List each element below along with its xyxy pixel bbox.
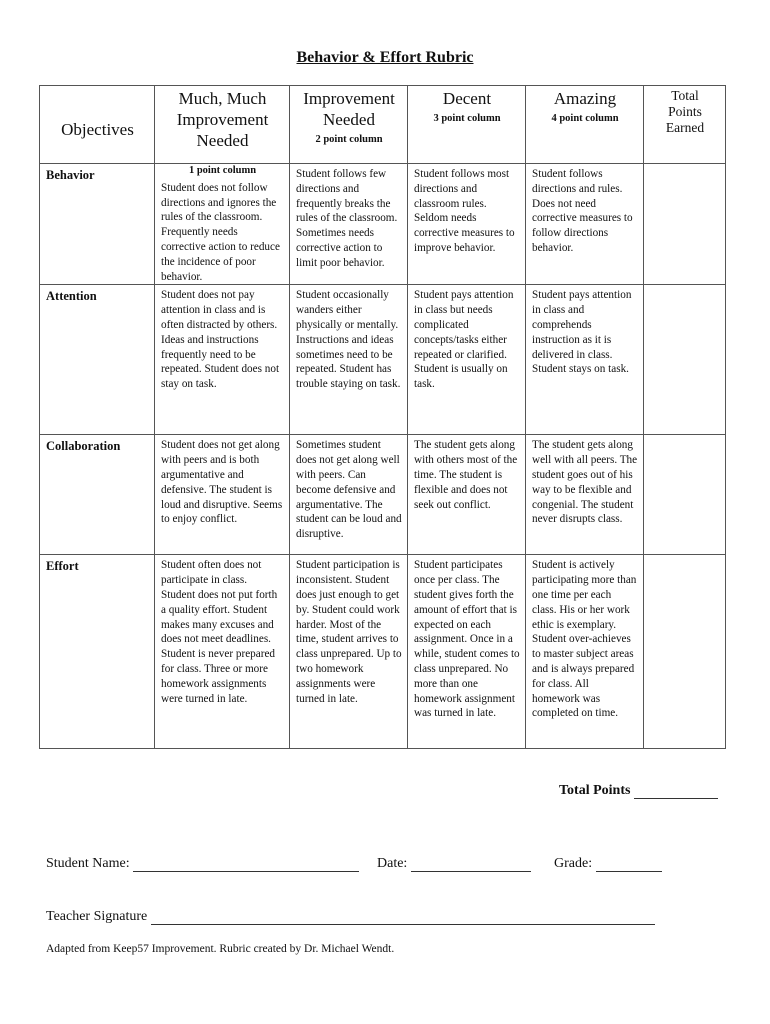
teacher-signature-line xyxy=(46,908,655,925)
rubric-row-behavior xyxy=(40,164,726,285)
criteria-cell: Student participates once per class. The student gives forth the amount of effort that is expected on each assignment. Once in a while, student comes to class unprepared. No more than one homework assignment was turned in late. xyxy=(408,555,526,749)
criteria-cell: Student follows directions and rules. Does not need corrective measures to follow directions behavior. xyxy=(526,164,644,285)
date-line xyxy=(377,855,531,872)
criteria-cell: The student gets along well with all peers. The student goes out of his way to be flexible and congenial. The student never disrupts class. xyxy=(526,435,644,555)
criteria-text: Student does not follow directions and ignores the rules of the classroom. Frequently needs corrective action to reduce the incidence of poor behavior. xyxy=(161,181,280,283)
date-label: Date: xyxy=(377,856,408,871)
level-points: 4 point column xyxy=(551,113,619,124)
teacher-signature-field[interactable] xyxy=(151,908,655,925)
criteria-cell: Student often does not participate in class. Student does not put forth a quality effort. Student makes many excuses and does not meet deadlines. Student is never prepared for class. Three or more homework assignments were turned in late. xyxy=(155,555,290,749)
grade-line xyxy=(554,855,662,872)
grade-field[interactable] xyxy=(596,855,662,872)
criteria-cell: Sometimes student does not get along well with peers. Can become defensive and argumentative. The student can be loud and disruptive. xyxy=(290,435,408,555)
level-name: Improvement xyxy=(176,110,269,129)
total-label: Earned xyxy=(665,120,705,135)
points-earned-cell[interactable] xyxy=(644,285,726,435)
total-label: Total xyxy=(671,88,699,103)
student-name-label: Student Name: xyxy=(46,856,130,871)
student-name-field[interactable] xyxy=(133,855,359,872)
header-level-3 xyxy=(408,86,526,164)
teacher-signature-label: Teacher Signature xyxy=(46,909,148,924)
points-earned-cell[interactable] xyxy=(644,435,726,555)
credit-note: Adapted from Keep57 Improvement. Rubric created by Dr. Michael Wendt. xyxy=(46,943,395,955)
level-name: Amazing xyxy=(553,89,617,108)
grade-label: Grade: xyxy=(554,856,593,871)
objective-label: Attention xyxy=(40,285,155,435)
level-name: Much, Much xyxy=(178,89,267,108)
rubric-table xyxy=(39,85,726,749)
header-total xyxy=(644,86,726,164)
level-points: 3 point column xyxy=(433,113,501,124)
criteria-cell: Student pays attention in class but needs complicated concepts/tasks either repeated or clarified. Student is usually on task. xyxy=(408,285,526,435)
level-name: Needed xyxy=(196,131,249,150)
criteria-cell: The student gets along with others most of the time. The student is flexible and does not seek out conflict. xyxy=(408,435,526,555)
student-info-line xyxy=(46,855,359,872)
rubric-row-effort xyxy=(40,555,726,749)
criteria-cell: Student is actively participating more than one time per each class. His or her work ethic is exemplary. Student over-achieves to master subject areas and is always prepared for class. All homework was completed on time. xyxy=(526,555,644,749)
criteria-cell: Student participation is inconsistent. Student does just enough to get by. Student could work harder. Most of the time, student arrives to class unprepared. Up to two homework assignments were turned in late. xyxy=(290,555,408,749)
objective-label: Effort xyxy=(40,555,155,749)
header-level-1 xyxy=(155,86,290,164)
total-points-label: Total Points xyxy=(559,783,631,798)
header-level-4 xyxy=(526,86,644,164)
header-objectives: Objectives xyxy=(40,86,155,164)
objective-label: Behavior xyxy=(40,164,155,285)
criteria-cell: Student follows few directions and frequently breaks the rules of the classroom. Sometimes needs corrective action to limit poor behavior. xyxy=(290,164,408,285)
rubric-row-collaboration xyxy=(40,435,726,555)
total-label: Points xyxy=(668,104,702,119)
criteria-cell: Student follows most directions and classroom rules. Seldom needs corrective measures to improve behavior. xyxy=(408,164,526,285)
points-earned-cell[interactable] xyxy=(644,164,726,285)
header-row xyxy=(40,86,726,164)
header-level-2 xyxy=(290,86,408,164)
level-name: Needed xyxy=(323,110,375,129)
level-name: Improvement xyxy=(303,89,395,108)
criteria-cell: Student occasionally wanders either physically or mentally. Instructions and ideas sometimes need to be repeated. Student has trouble staying on task. xyxy=(290,285,408,435)
level-points: 2 point column xyxy=(315,134,383,145)
total-points-field[interactable] xyxy=(634,782,718,799)
objective-label: Collaboration xyxy=(40,435,155,555)
criteria-cell: Student does not pay attention in class and is often distracted by others. Ideas and instructions frequently need to be repeated. Student does not stay on task. xyxy=(155,285,290,435)
level-points: 1 point column xyxy=(188,165,257,176)
criteria-cell: Student pays attention in class and comprehends instruction as it is delivered in class. Student stays on task. xyxy=(526,285,644,435)
date-field[interactable] xyxy=(411,855,531,872)
criteria-cell xyxy=(155,164,290,285)
total-points-line xyxy=(559,782,718,799)
points-earned-cell[interactable] xyxy=(644,555,726,749)
document-title: Behavior & Effort Rubric xyxy=(296,49,474,66)
criteria-cell: Student does not get along with peers and is both argumentative and defensive. The student is loud and disruptive. Seems to enjoy conflict. xyxy=(155,435,290,555)
rubric-row-attention xyxy=(40,285,726,435)
level-name: Decent xyxy=(442,89,492,108)
